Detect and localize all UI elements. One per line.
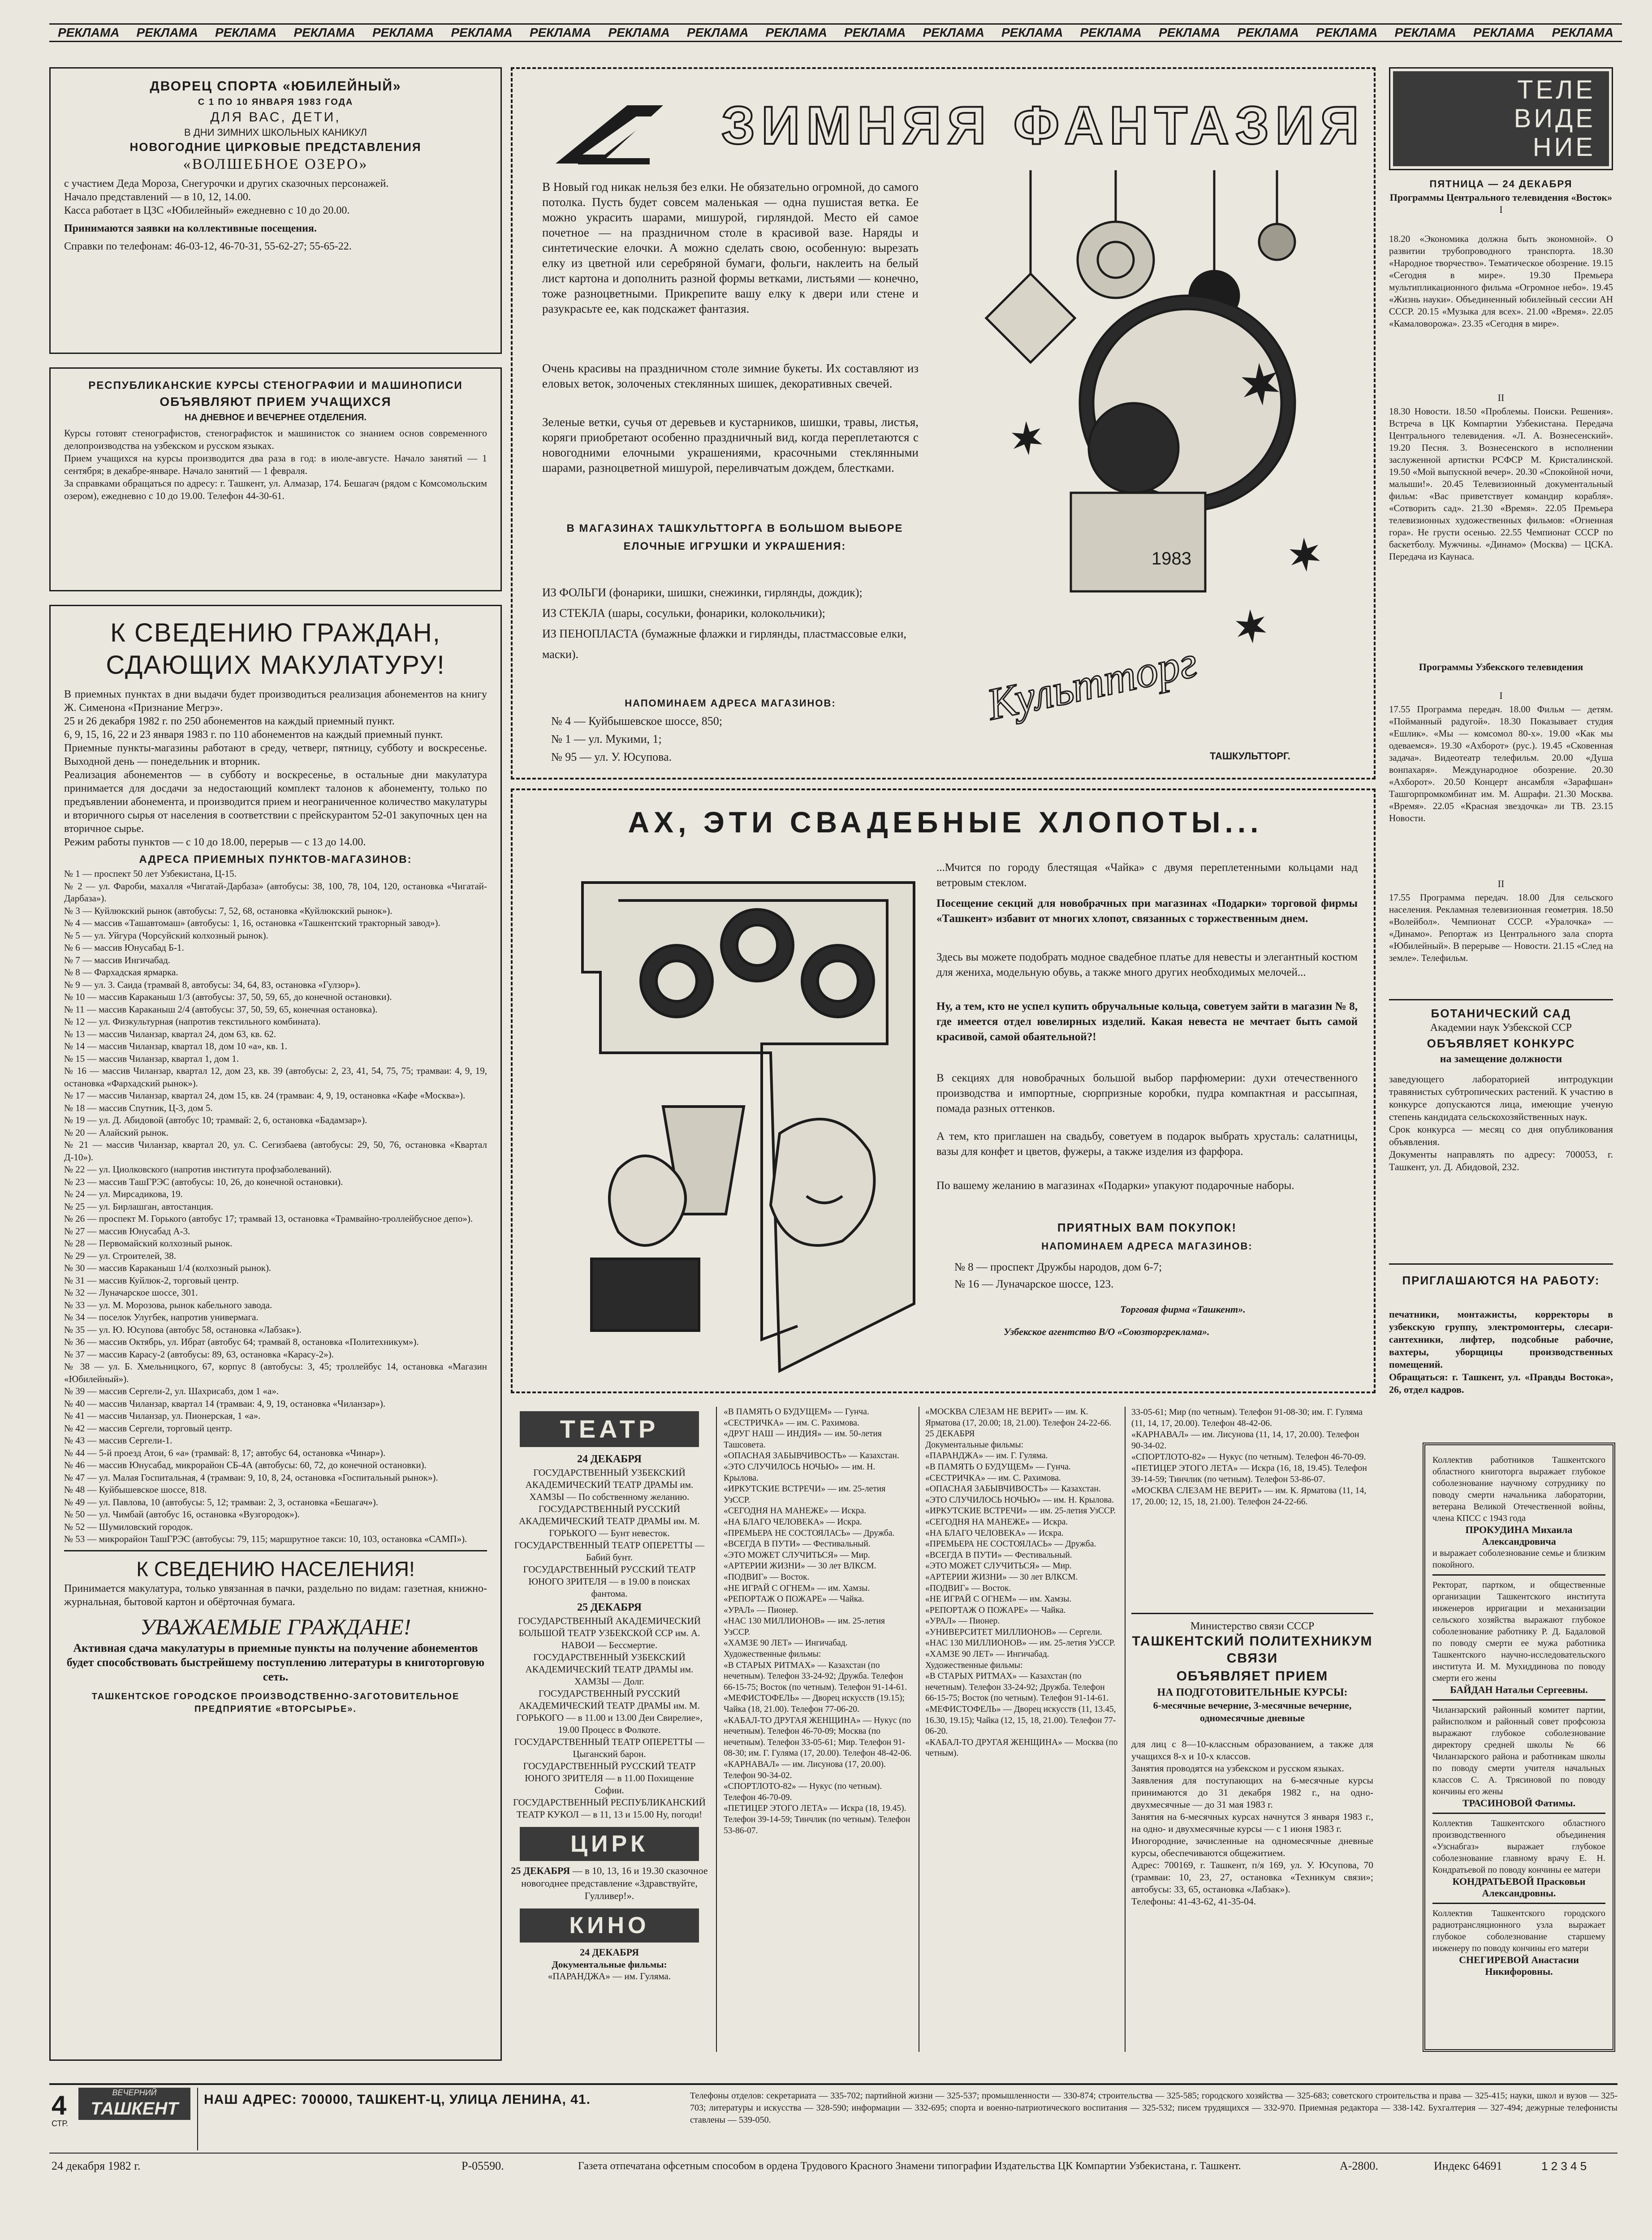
theatre-date: 24 ДЕКАБРЯ	[577, 1453, 642, 1465]
footer-paper-top: ВЕЧЕРНИЙ	[78, 2088, 190, 2098]
circus-text: — в 10, 13, 16 и 19.30 сказочное новогоднее представление «Здравствуйте, Гулливер!».	[521, 1865, 708, 1901]
palace-title: ДВОРЕЦ СПОРТА «ЮБИЛЕЙНЫЙ»	[150, 79, 401, 94]
theatre-text: ГОСУДАРСТВЕННЫЙ УЗБЕКСКИЙ АКАДЕМИЧЕСКИЙ ТЕАТР ДРАМЫ им. ХАМЗЫ — По собственному желанию. ГОСУДАРСТВЕННЫЙ РУССКИЙ АКАДЕМИЧЕСКИЙ ТЕАТР ДРАМЫ им. М. ГОРЬКОГО — Бунт невесток. ГОСУДАРСТВЕННЫЙ ТЕАТР ОПЕРЕТТЫ — Бабий бунт. ГОСУДАРСТВЕННЫЙ РУССКИЙ ТЕАТР ЮНОГО ЗРИТЕЛЯ — в 19.00 в поисках фантома.	[514, 1467, 705, 1599]
college-forms: 6-месячные вечерние, 3-месячные вечерние, одномесячные дневные	[1153, 1700, 1352, 1723]
fantasy-addr-title: НАПОМИНАЕМ АДРЕСА МАГАЗИНОВ:	[625, 698, 836, 709]
waste-addr-title: АДРЕСА ПРИЕМНЫХ ПУНКТОВ-МАГАЗИНОВ:	[139, 853, 412, 866]
obit-5: Коллектив Ташкентского городского радиотрансляционного узла выражает глубокое соболезнование старшему инженеру по поводу кончины его матери	[1432, 1908, 1605, 1953]
reklama-word: РЕКЛАМА	[293, 26, 356, 39]
wedding-p7: По вашему желанию в магазинах «Подарки» упакуют подарочные наборы.	[936, 1180, 1294, 1192]
tv-logo-2: ВИДЕ	[1514, 104, 1596, 133]
tv-num1: I	[1499, 204, 1503, 215]
garden-ann: ОБЪЯВЛЯЕТ КОНКУРС	[1427, 1037, 1575, 1050]
wedding-illustration	[529, 856, 932, 1375]
garden-body: заведующего лабораторией интродукции травянистых субтропических растений. К участию в конкурсе допускаются лица, имеющие ученую степень кандидата сельскохозяйственных наук. Срок конкурса — месяц со дня опубликования объявления. Документы направлять по адресу: 700053, г. Ташкент, ул. Д. Абидовой, 232.	[1389, 1073, 1613, 1172]
reklama-word: РЕКЛАМА	[1473, 26, 1535, 39]
tv-text4: 17.55 Программа передач. 18.00 Для сельского населения. Рекламная телевизионная геометрия. 18.50 «Волейбол». Чемпионат СССР. «Уралочка» — «Динамо». Репортаж из Центрального зала спорта «Юбилейный». В перерыве — Новости. 21.15 «След на земле». Телефильм.	[1389, 892, 1613, 963]
reklama-word: РЕКЛАМА	[57, 26, 120, 39]
footer-index: Индекс 64691	[1434, 2159, 1502, 2172]
fantasy-logo-icon	[551, 101, 668, 175]
waste-title3: УВАЖАЕМЫЕ ГРАЖДАНЕ!	[140, 1614, 411, 1639]
wedding-title: АХ, ЭТИ СВАДЕБНЫЕ ХЛОПОТЫ...	[628, 806, 1263, 839]
obit-2-name: БАЙДАН Натальи Сергеевны.	[1450, 1684, 1588, 1695]
tv-prog2: Программы Узбекского телевидения	[1419, 661, 1583, 672]
fantasy-title: ЗИМНЯЯ ФАНТАЗИЯ	[721, 95, 1365, 155]
films-col-3: 33-05-61; Мир (по четным). Телефон 91-08-30; им. Г. Гуляма (11, 14, 17, 20.00). Телефон 48-42-06. «КАРНАВАЛ» — им. Лисунова (11, 14, 17, 20.00). Телефон 90-34-02. «СПОРТЛОТО-82» — Нукус (по четным). Телефон 46-70-09. «ПЕТИЦЕР ЭТОГО ЛЕТА» — Искра (16, 18, 19.45). Телефон 39-14-59; Тинчлик (по четным). Телефон 53-86-07. «МОСКВА СЛЕЗАМ НЕ ВЕРИТ» — им. К. Ярматова (11, 14, 17, 20.00; 12, 15, 18, 21.00). Телефон 24-22-66.	[1131, 1407, 1367, 1507]
palace-bold: Принимаются заявки на коллективные посещения.	[64, 223, 317, 234]
reklama-word: РЕКЛАМА	[1158, 26, 1221, 39]
footer-address: НАШ АДРЕС: 700000, ТАШКЕНТ-Ц, УЛИЦА ЛЕНИНА, 41.	[204, 2092, 591, 2107]
obits-box	[1423, 1443, 1615, 2052]
fantasy-shops: В МАГАЗИНАХ ТАШКУЛЬТТОРГА В БОЛЬШОМ ВЫБОРЕ ЕЛОЧНЫЕ ИГРУШКИ И УКРАШЕНИЯ:	[566, 522, 903, 552]
courses-sub2: НА ДНЕВНОЕ И ВЕЧЕРНЕЕ ОТДЕЛЕНИЯ.	[185, 413, 367, 422]
waste-title2: К СВЕДЕНИЮ НАСЕЛЕНИЯ!	[136, 1557, 415, 1581]
footer-order: А-2800.	[1340, 2159, 1378, 2172]
courses-ad	[49, 367, 502, 591]
tv-date: ПЯТНИЦА — 24 ДЕКАБРЯ	[1429, 178, 1573, 190]
footer-page: 4	[52, 2090, 67, 2120]
footer-date: 24 декабря 1982 г.	[52, 2159, 141, 2172]
fantasy-year-tag: 1983	[1152, 549, 1191, 569]
cinema-sub: Документальные фильмы:	[552, 1959, 667, 1970]
college-ministry: Министерство связи СССР	[1190, 1620, 1315, 1632]
courses-sub: ОБЪЯВЛЯЮТ ПРИЕМ УЧАЩИХСЯ	[160, 395, 392, 409]
tv-logo-icon	[1389, 67, 1613, 170]
reklama-word: РЕКЛАМА	[765, 26, 828, 39]
fantasy-sign: ТАШКУЛЬТТОРГ.	[1210, 750, 1290, 762]
palace-name: «ВОЛШЕБНОЕ ОЗЕРО»	[183, 156, 368, 172]
footer-print: Газета отпечатана офсетным способом в ордена Трудового Красного Знамени типографии Издательства ЦК Компартии Узбекистана, г. Ташкент.	[578, 2160, 1241, 2172]
tv-num4: II	[1497, 878, 1505, 889]
garden-sub: Академии наук Узбекской ССР	[1430, 1022, 1572, 1034]
obit-1: Коллектив работников Ташкентского областного книготорга выражает глубокое соболезнование научному сотруднику по поводу смерти начальника лаборатории, ветерана Великой Отечественной войны, члена КПСС с 1943 года	[1432, 1455, 1605, 1523]
wedding-p6: А тем, кто приглашен на свадьбу, советуем в подарок выбрать хрусталь: салатницы, вазы для конфет и цветов, фужеры, а также изделия из фарфора.	[936, 1130, 1358, 1158]
work-body: печатники, монтажисты, корректоры в узбекскую группу, электромонтеры, слесари-сантехники, лифтер, подсобные рабочие, вахтеры, уборщицы производственных помещений. Обращаться: г. Ташкент, ул. «Правды Востока», 26, отдел кадров.	[1389, 1309, 1613, 1395]
circus-title: ЦИРК	[520, 1827, 699, 1861]
reklama-word: РЕКЛАМА	[923, 26, 985, 39]
theatre-text2: ГОСУДАРСТВЕННЫЙ АКАДЕМИЧЕСКИЙ БОЛЬШОЙ ТЕАТР УЗБЕКСКОЙ ССР им. А. НАВОИ — Бессмертие. ГОСУДАРСТВЕННЫЙ УЗБЕКСКИЙ АКАДЕМИЧЕСКИЙ ТЕАТР ДРАМЫ им. ХАМЗЫ — Долг. ГОСУДАРСТВЕННЫЙ РУССКИЙ АКАДЕМИЧЕСКИЙ ТЕАТР ДРАМЫ им. М. ГОРЬКОГО — в 11.00 и 13.00 Деи Свирелие», 19.00 Процесс в Фолкоте. ГОСУДАРСТВЕННЫЙ ТЕАТР ОПЕРЕТТЫ — Цыганский барон. ГОСУДАРСТВЕННЫЙ РУССКИЙ ТЕАТР ЮНОГО ЗРИТЕЛЯ — в 11.00 Похищение Софии. ГОСУДАРСТВЕННЫЙ РЕСПУБЛИКАНСКИЙ ТЕАТР КУКОЛ — в 11, 13 и 15.00 Ну, погоди!	[513, 1615, 706, 1820]
palace-ad	[49, 67, 502, 354]
tv-prog1: Программы Центрального телевидения «Восток»	[1389, 192, 1613, 203]
reklama-word: РЕКЛАМА	[215, 26, 277, 39]
waste-ad	[49, 605, 502, 2061]
palace-body: с участием Деда Мороза, Снегурочки и других сказочных персонажей. Начало представлений — в 10, 12, 14.00. Касса работает в ЦЗС «Юбилейный» ежедневно с 10 до 20.00.	[64, 178, 389, 216]
tv-text3: 17.55 Программа передач. 18.00 Фильм — детям. «Пойманный радугой». 18.30 Показывает студия «Ешлик». «Мы — комсомол 80-х». 19.00 «Как мы одеваемся». 19.30 «Ахборот» (рус.). 19.45 «Сковенная задача». Видеотеатр телефильм. 20.00 «Душа вонпахаря». Международное обозрение. 20.30 «Ахборот». 20.50 Концерт ансамбля «Зарафшан» Ташгорпромкомбинат им. М. Ашрафи. 21.30 Москва. «Время». 22.05 «Красная звездочка» ли ТВ. 23.15 Новости.	[1389, 704, 1613, 823]
obit-1-name: ПРОКУДИНА Михаила Александровича	[1465, 1524, 1573, 1547]
tv-num3: I	[1499, 690, 1503, 701]
fantasy-p1: В Новый год никак нельзя без елки. Не обязательно огромной, до самого потолка. Пусть будет совсем маленькая — одна пушистая ветка. Ее можно украсить шарами, мишурой, гирляндой. Место ей самое почетное — на праздничном столе в красивой вазе. Наряды и синтетические елочки. А можно сделать свою, особенную: вырезать елку из цветной или серебряной бумаги, фольги, наклеить на белый лист картона и дополнить разной формы ветками, листьями — конечно, тоже разноцветными. Прикрепите вашу елку к двери или стене и разукрасьте ее, как подскажет фантазия.	[542, 180, 919, 315]
waste-title: К СВЕДЕНИЮ ГРАЖДАН, СДАЮЩИХ МАКУЛАТУРУ!	[106, 618, 445, 680]
obit-2: Ректорат, партком, и общественные организации Ташкентского института инженеров ирригации и механизации сельского хозяйства выражают глубокое соболезнование работнику Р. Д. Бадаловой по поводу смерти ее мужа работника Ташкентского научно-исследовательского института И. М. Мухиддинова по поводу смерти его жены	[1432, 1580, 1605, 1683]
wedding-p4: Ну, а тем, кто не успел купить обручальные кольца, советуем зайти в магазин № 8, где имеется отдел ювелирных изделий. Какая невеста не мечтает быть самой красивой, самой обаятельной?!	[936, 1000, 1358, 1043]
courses-body: Курсы готовят стенографистов, стенографисток и машинисток со знанием основ современного делопроизводства на узбекском и русском языках. Прием учащихся на курсы производится два раза в год: в июле-августе. Начало занятий — 1 сентября; в декабре-январе. Начало занятий — 1 февраля. За справками обращаться по адресу: г. Ташкент, ул. Алмазар, 174. Бешагач (рядом с Комсомольским озером), ежедневно с 10 до 19.00. Телефон 44-30-61.	[64, 427, 487, 501]
college-title: ТАШКЕНТСКИЙ ПОЛИТЕХНИКУМ СВЯЗИ	[1132, 1634, 1373, 1666]
palace-dates: С 1 ПО 10 ЯНВАРЯ 1983 ГОДА	[198, 97, 354, 107]
fantasy-goods: ИЗ ФОЛЬГИ (фонарики, шишки, снежинки, гирлянды, дождик); ИЗ СТЕКЛА (шары, сосульки, фонарики, колокольчики); ИЗ ПЕНОПЛАСТА (бумажные флажки и гирлянды, пластмассовые елки, маски).	[542, 586, 906, 661]
reklama-word: РЕКЛАМА	[1394, 26, 1457, 39]
reklama-word: РЕКЛАМА	[686, 26, 749, 39]
theatre-title: ТЕАТР	[520, 1411, 699, 1447]
footer-phones: Телефоны отделов: секретариата — 335-702; партийной жизни — 325-537; промышленности — 330-874; строительства — 325-585; городского хозяйства — 325-683; советского строительства и права — 325-415; науки, школ и вузов — 325-703; литературы и искусства — 328-590; информации — 332-695; спорта и военно-патриотического воспитания — 325-532; писем трудящихся — 332-970. Приемная редактора — 338-142. Бухгалтерия — 327-494; дежурные телефонисты ставлены — 539-050.	[690, 2091, 1617, 2125]
fantasy-addr: № 4 — Куйбышевское шоссе, 850; № 1 — ул. Мукими, 1; № 95 — ул. У. Юсупова.	[551, 715, 723, 763]
films-col-1: «В ПАМЯТЬ О БУДУЩЕМ» — Гунча. «СЕСТРИЧКА» — им. С. Рахимова. «ДРУГ НАШ — ИНДИЯ» — им. 50-летия Ташсовета. «ОПАСНАЯ ЗАБЫВЧИВОСТЬ» — Казахстан. «ЭТО СЛУЧИЛОСЬ НОЧЬЮ» — им. Н. Крылова. «ИРКУТСКИЕ ВСТРЕЧИ» — им. 25-летия УзССР. «СЕГОДНЯ НА МАНЕЖЕ» — Искра. «НА БЛАГО ЧЕЛОВЕКА» — Искра. «ПРЕМЬЕРА НЕ СОСТОЯЛАСЬ» — Дружба. «ВСЕГДА В ПУТИ» — Фестивальный. «ЭТО МОЖЕТ СЛУЧИТЬСЯ» — Мир. «АРТЕРИИ ЖИЗНИ» — 30 лет ВЛКСМ. «ПОДВИГ» — Восток. «НЕ ИГРАЙ С ОГНЕМ» — им. Хамзы. «РЕПОРТАЖ О ПОЖАРЕ» — Чайка. «УРАЛ» — Пионер. «НАС 130 МИЛЛИОНОВ» — им. 25-летия УзССР. «ХАМЗЕ 90 ЛЕТ» — Ингичабад. Художественные фильмы: «В СТАРЫХ РИТМАХ» — Казахстан (по нечетным). Телефон 33-24-92; Дружба. Телефон 66-15-75; Восток (по четным). Телефон 91-14-61. «МЕФИСТОФЕЛЬ» — Дворец искусств (19.15); Чайка (18, 21.00). Телефон 77-06-20. «КАБАЛ-ТО ДРУГАЯ ЖЕНЩИНА» — Нукус (по нечетным). Телефон 46-70-09; Москва (по нечетным). Телефон 33-05-61; Мир. Телефон 91-08-30; им. Г. Гуляма (17, 20.00). Телефон 48-42-06. «КАРНАВАЛ» — им. Лисунова (17, 20.00). Телефон 90-34-02. «СПОРТЛОТО-82» — Нукус (по четным). Телефон 46-70-09. «ПЕТИЦЕР ЭТОГО ЛЕТА» — Искра (18, 19.45). Телефон 39-14-59; Тинчлик (по четным). Телефон 53-86-07.	[724, 1407, 912, 1835]
reklama-strip	[49, 23, 1622, 42]
college-ann: ОБЪЯВЛЯЕТ ПРИЕМ	[1176, 1669, 1329, 1684]
fantasy-p2: Очень красивы на праздничном столе зимние букеты. Их составляют из еловых веток, золоченых стеклянных шишек, декоративных свечей.	[542, 362, 919, 390]
waste-body3: Активная сдача макулатуры в приемные пункты на получение абонементов будет способствовать быстрейшему поступлению литературы в книготорговую сеть.	[66, 1641, 485, 1683]
garden-on: на замещение должности	[1440, 1053, 1562, 1065]
wedding-p3: Здесь вы можете подобрать модное свадебное платье для невесты и элегантный костюм для жениха, модельную обувь, а также много других необходимых мелочей...	[936, 951, 1358, 978]
palace-show: НОВОГОДНИЕ ЦИРКОВЫЕ ПРЕДСТАВЛЕНИЯ	[129, 140, 422, 154]
reklama-word: РЕКЛАМА	[529, 26, 591, 39]
footer-code: Р-05590.	[462, 2159, 504, 2172]
obit-4-name: КОНДРАТЬЕВОЙ Прасковьи Александровны.	[1452, 1876, 1586, 1899]
waste-intro: В приемных пунктах в дни выдачи будет производиться реализация абонементов на книгу Ж. Сименона «Признание Мегрэ». 25 и 26 декабря 1982 г. по 250 абонементов на каждый приемный пункт. 6, 9, 15, 16, 22 и 23 января 1983 г. по 110 абонементов на каждый приемный пункт. Приемные пункты-магазины работают в среду, четверг, пятницу, субботу и воскресенье. Выходной день — понедельник и вторник. Реализация абонементов — в субботу и воскресенье, в остальные дни макулатура принимается для досдачи за недостающий комплект талонов к абонементу, только по предъявлении абонемента, и производится прием и неограниченное количество макулатуры и вторичного сырья от населения в соответствии с прейскурантом 52-01 закупочных цен на вторичное сырье. Режим работы пунктов — с 10 до 18.00, перерыв — с 13 до 14.00.	[64, 689, 487, 848]
tv-num2: II	[1497, 392, 1505, 403]
wedding-addr-title: НАПОМИНАЕМ АДРЕСА МАГАЗИНОВ:	[1041, 1241, 1253, 1252]
tv-text1: 18.20 «Экономика должна быть экономной». О развитии трубопроводного транспорта. 18.30 «Народное творчество». Тематическое обозрение. 19.15 «Сегодня в мире». 19.30 Премьера мультипликационного фильма «Огромное небо». 19.45 «Жизнь науки». Объединенный юбилейный сессии АН СССР. 20.15 «Музыка для всех». 21.00 «Время». 22.05 «Камаловорожа». 23.35 «Сегодня в мире».	[1389, 233, 1613, 329]
reklama-word: РЕКЛАМА	[1552, 26, 1614, 39]
fantasy-p3: Зеленые ветки, сучья от деревьев и кустарников, шишки, травы, листья, коряги приобретают особенно праздничный вид, когда переплетаются с новогодними елочными украшениями, красочными стеклянными шарами, разноцветной мишурой, переливчатым дождем, блестками.	[542, 415, 919, 474]
reklama-word: РЕКЛАМА	[1001, 26, 1063, 39]
reklama-word: РЕКЛАМА	[1080, 26, 1142, 39]
reklama-word: РЕКЛАМА	[1237, 26, 1299, 39]
wedding-addr: № 8 — проспект Дружбы народов, дом 6-7; № 16 — Луначарское шоссе, 123.	[954, 1261, 1162, 1290]
wedding-p1: ...Мчится по городу блестящая «Чайка» с двумя переплетенными кольцами над ветровым стеклом.	[936, 862, 1358, 889]
reklama-word: РЕКЛАМА	[136, 26, 198, 39]
wedding-p2: Посещение секций для новобрачных при магазинах «Подарки» торговой фирмы «Ташкент» избавит от многих хлопот, связанных с торжественным днем.	[936, 897, 1358, 925]
obit-4: Коллектив Ташкентского областного производственного объединения «Узснабгаз» выражает глубокое соболезнование главному врачу Е. Н. Кондратьевой по поводу кончины ее матери	[1432, 1818, 1605, 1875]
palace-for: ДЛЯ ВАС, ДЕТИ,	[210, 110, 341, 125]
reklama-word: РЕКЛАМА	[1316, 26, 1378, 39]
circus-date: 25 ДЕКАБРЯ	[511, 1865, 570, 1876]
palace-holidays: В ДНИ ЗИМНИХ ШКОЛЬНЫХ КАНИКУЛ	[184, 127, 367, 138]
footer-paper: ТАШКЕНТ	[78, 2098, 190, 2120]
footer-nums: 1 2 3 4 5	[1541, 2159, 1587, 2173]
tv-logo-1: ТЕЛЕ	[1517, 75, 1596, 104]
wedding-p5: В секциях для новобрачных большой выбор парфюмерии: духи отечественного производства и импортные, сюрпризные коробки, пудра компактная и рассыпная, помада разных оттенков.	[936, 1072, 1358, 1115]
reklama-word: РЕКЛАМА	[451, 26, 513, 39]
reklama-word: РЕКЛАМА	[608, 26, 670, 39]
cinema-title: КИНО	[520, 1908, 699, 1943]
waste-addresses: № 1 — проспект 50 лет Узбекистана, Ц-15. № 2 — ул. Фароби, махалля «Чигатай-Дарбаза» (автобусы: 38, 100, 78, 104, 120, остановка «Чигатай-Дарбаза»). № 3 — Куйлюкский рынок (автобусы: 7, 52, 68, остановка «Куйлюкский рынок»). № 4 — массив «Ташавтомаш» (автобусы: 1, 16, остановка «Ташкентский тракторный завод»). № 5 — ул. Уйгура (Чорсуйский колхозный рынок). № 6 — массив Юнусабад Б-1. № 7 — массив Ингичабад. № 8 — Фархадская ярмарка. № 9 — ул. 3. Саида (трамвай 8, автобусы: 34, 64, 83, остановка «Гулзор»). № 10 — массив Караканыш 1/3 (автобусы: 37, 50, 59, 65, до конечной остановки). № 11 — массив Караканыш 2/4 (автобусы: 37, 50, 59, 65, конечная остановка). № 12 — ул. Физкультурная (напротив текстильного комбината). № 13 — массив Чиланзар, квартал 24, дом 63, кв. 62. № 14 — массив Чиланзар, квартал 18, дом 10 «а», кв. 1. № 15 — массив Чиланзар, квартал 1, дом 1. № 16 — массив Чиланзар, квартал 12, дом 23, кв. 39 (автобусы: 2, 23, 41, 54, 75, 75; трамваи: 4, 9, 19, остановка «Фархадский рынок»). № 17 — массив Чиланзар, квартал 24, дом 15, кв. 24 (трамваи: 4, 9, 19, остановка «Кафе «Москва»). № 18 — массив Спутник, Ц-3, дом 5. № 19 — ул. Д. Абидовой (автобус 10; трамвай: 2, 6, остановка «Бадамзар»). № 20 — Алайский рынок. № 21 — массив Чиланзар, квартал 20, ул. С. Сегизбаева (автобусы: 29, 50, 76, остановка «Квартал Д-10»). № 22 — ул. Циолковского (напротив института профзаболеваний). № 23 — массив ТашГРЭС (автобусы: 10, 26, до конечной остановки). № 24 — ул. Мирсадикова, 19. № 25 — ул. Бирлашган, автостанция. № 26 — проспект М. Горького (автобус 17; трамвай 13, остановка «Трамвайно-троллейбусное депо»). № 27 — массив Юнусабад А-3. № 28 — Первомайский колхозный рынок. № 29 — ул. Строителей, 38. № 30 — массив Караканыш 1/4 (колхозный рынок). № 31 — массив Куйлюк-2, торговый центр. № 32 — Луначарское шоссе, 301. № 33 — ул. М. Морозова, рынок кабельного завода. № 34 — поселок Улугбек, напротив универмага. № 35 — ул. Ю. Юсупова (автобус 58, остановка «Лабзак»). № 36 — массив Октябрь, ул. Ибрат (автобус 64; трамвай 8, остановка «Политехникум»). № 37 — массив Карасу-2 (автобусы: 89, 63, остановка «Карасу-2»). № 38 — ул. Б. Хмельницкого, 67, корпус 8 (автобусы: 3, 45; троллейбус 14, остановка «Магазин «Юбилейный»). № 39 — массив Сергели-2, ул. Шахрисабз, дом 1 «а». № 40 — массив Чиланзар, квартал 14 (трамваи: 4, 9, 19, остановка «Чиланзар»). № 41 — массив Чиланзар, ул. Пионерская, 1 «а». № 42 — массив Сергели, торговый центр. № 43 — массив Сергели-1. № 44 — 5-й проезд Атои, 6 «а» (трамвай: 8, 17; автобус 64, остановка «Чинар»). № 46 — массив Юнусабад, микрорайон СБ-4А (автобусы: 60, 72, до конечной остановки). № 47 — ул. Малая Госпитальная, 4 (трамваи: 9, 10, 8, 24, остановка «Госпитальный рынок»). № 48 — Куйбышевское шоссе, 818. № 49 — ул. Павлова, 10 (автобусы: 5, 12; трамваи: 2, 3, остановка «Бешагач»). № 50 — ул. Чимбай (автобус 16, остановка «Вузгородок»). № 52 — Шумиловский городок. № 53 — микрорайон ТашГРЭС (автобусы: 79, 115; маршрутное такси: 10, 103, остановка «САМП»).	[64, 868, 487, 1544]
obit-3: Чиланзарский районный комитет партии, райисполком и районный совет профсоюза выражают глубокое соболезнование директору средней школы № 66 Чиланзарского района и работникам школы по поводу смерти учителя начальных классов С. А. Трясиновой по поводу кончины его жены	[1432, 1705, 1605, 1796]
palace-phones: Справки по телефонам: 46-03-12, 46-70-31, 55-62-27; 55-65-22.	[64, 241, 352, 252]
waste-sign: ТАШКЕНТСКОЕ ГОРОДСКОЕ ПРОИЗВОДСТВЕННО-ЗАГОТОВИТЕЛЬНОЕ ПРЕДПРИЯТИЕ «ВТОРСЫРЬЕ».	[91, 1691, 460, 1714]
wedding-welcome: ПРИЯТНЫХ ВАМ ПОКУПОК!	[1057, 1221, 1237, 1234]
cinema-text: «ПАРАНДЖА» — им. Гуляма.	[548, 1971, 671, 1982]
masthead	[78, 2088, 190, 2120]
courses-title: РЕСПУБЛИКАНСКИЕ КУРСЫ СТЕНОГРАФИИ И МАШИНОПИСИ	[88, 379, 463, 392]
tv-logo-3: НИЕ	[1532, 133, 1596, 162]
theatre-date2: 25 ДЕКАБРЯ	[577, 1602, 642, 1613]
obit-1b: и выражает соболезнование семье и близким покойного.	[1432, 1548, 1605, 1570]
wedding-sign1: Торговая фирма «Ташкент».	[1120, 1304, 1246, 1315]
fantasy-brand: Культторг	[983, 636, 1202, 730]
work-title: ПРИГЛАШАЮТСЯ НА РАБОТУ:	[1402, 1274, 1600, 1287]
college-body: для лиц с 8—10-классным образованием, а также для учащихся 8-х и 10-х классов. Занятия проводятся на узбекском и русском языках. Заявления для поступающих на 6-месячные курсы принимаются до 31 декабря 1982 г., на одно-двухмесячные — до 31 мая 1983 г. Занятия на 6-месячных курсах начнутся 3 января 1983 г., на одно- и двухмесячные курсы — с 1 июня 1983 г. Иногородние, зачисленные на одномесячные дневные курсы, обеспечиваются общежитием. Адрес: 700169, г. Ташкент, п/я 169, ул. У. Юсупова, 70 (трамваи: 10, 23, 27, остановка «Техникум связи»; автобусы: 33, 65, остановка «Лабзак»). Телефоны: 41-43-62, 41-35-04.	[1131, 1739, 1373, 1907]
waste-body2: Принимается макулатура, только увязанная в пачки, раздельно по видам: газетная, книжно-журнальная, бытовой картон и обёрточная бумага.	[64, 1582, 487, 1608]
college-sub: НА ПОДГОТОВИТЕЛЬНЫЕ КУРСЫ:	[1157, 1687, 1348, 1698]
cinema-date: 24 ДЕКАБРЯ	[580, 1947, 639, 1958]
films-col-2: «МОСКВА СЛЕЗАМ НЕ ВЕРИТ» — им. К. Ярматова (17, 20.00; 18, 21.00). Телефон 24-22-66. 25 ДЕКАБРЯ Документальные фильмы: «ПАРАНДЖА» — им. Г. Гуляма. «В ПАМЯТЬ О БУДУЩЕМ» — Гунча. «СЕСТРИЧКА» — им. С. Рахимова. «ОПАСНАЯ ЗАБЫВЧИВОСТЬ» — Казахстан. «ЭТО СЛУЧИЛОСЬ НОЧЬЮ» — им. Н. Крылова. «ИРКУТСКИЕ ВСТРЕЧИ» — им. 25-летия УзССР. «СЕГОДНЯ НА МАНЕЖЕ» — Искра. «НА БЛАГО ЧЕЛОВЕКА» — Искра. «ПРЕМЬЕРА НЕ СОСТОЯЛАСЬ» — Дружба. «ВСЕГДА В ПУТИ» — Фестивальный. «ЭТО МОЖЕТ СЛУЧИТЬСЯ» — Мир. «АРТЕРИИ ЖИЗНИ» — 30 лет ВЛКСМ. «ПОДВИГ» — Восток. «НЕ ИГРАЙ С ОГНЕМ» — им. Хамзы. «РЕПОРТАЖ О ПОЖАРЕ» — Чайка. «УРАЛ» — Пионер. «УНИВЕРСИТЕТ МИЛЛИОНОВ» — Сергели. «НАС 130 МИЛЛИОНОВ» — им. 25-летия УзССР. «ХАМЗЕ 90 ЛЕТ» — Ингичабад. Художественные фильмы: «В СТАРЫХ РИТМАХ» — Казахстан (по нечетным). Телефон 33-24-92; Дружба. Телефон 66-15-75; Восток (по четным). Телефон 91-14-61. «МЕФИСТОФЕЛЬ» — Дворец искусств (11, 13.45, 16.30, 19.15); Чайка (12, 15, 18, 21.00). Телефон 77-06-20. «КАБАЛ-ТО ДРУГАЯ ЖЕНЩИНА» — Москва (по четным).	[925, 1407, 1118, 1758]
obit-3-name: ТРАСИНОВОЙ Фатимы.	[1462, 1797, 1576, 1809]
obit-5-name: СНЕГИРЕВОЙ Анастасии Никифоровны.	[1459, 1954, 1579, 1977]
wedding-sign2: Узбекское агентство В/О «Союзторгреклама».	[1004, 1326, 1210, 1337]
footer-page-label: СТР.	[52, 2119, 69, 2128]
reklama-word: РЕКЛАМА	[372, 26, 434, 39]
tv-text2: 18.30 Новости. 18.50 «Проблемы. Поиски. Решения». Встреча в ЦК Компартии Узбекистана. Передача Центрального телевидения. «Л. А. Вознесенский». 19.20 Песня. 3. Вознесенского в исполнении заслуженной артистки РСФСР М. Кристалинской. 19.50 «Мой выпускной вечер». 20.30 «Спокойной ночи, малыши!». 20.45 Телевизионный документальный фильм: «Вас приветствует командир корабля». «Сотворить сад». 21.30 «Время». 22.05 Премьера телевизионных художественных фильмов: «Огненная гора». Не грусти осенью. 22.55 Чемпионат СССР по баскетболу. Мужчины. «Динамо» (Москва) — ЦСКА. Передача из Каунаса.	[1389, 406, 1613, 562]
reklama-word: РЕКЛАМА	[844, 26, 906, 39]
garden-title: БОТАНИЧЕСКИЙ САД	[1431, 1007, 1571, 1020]
